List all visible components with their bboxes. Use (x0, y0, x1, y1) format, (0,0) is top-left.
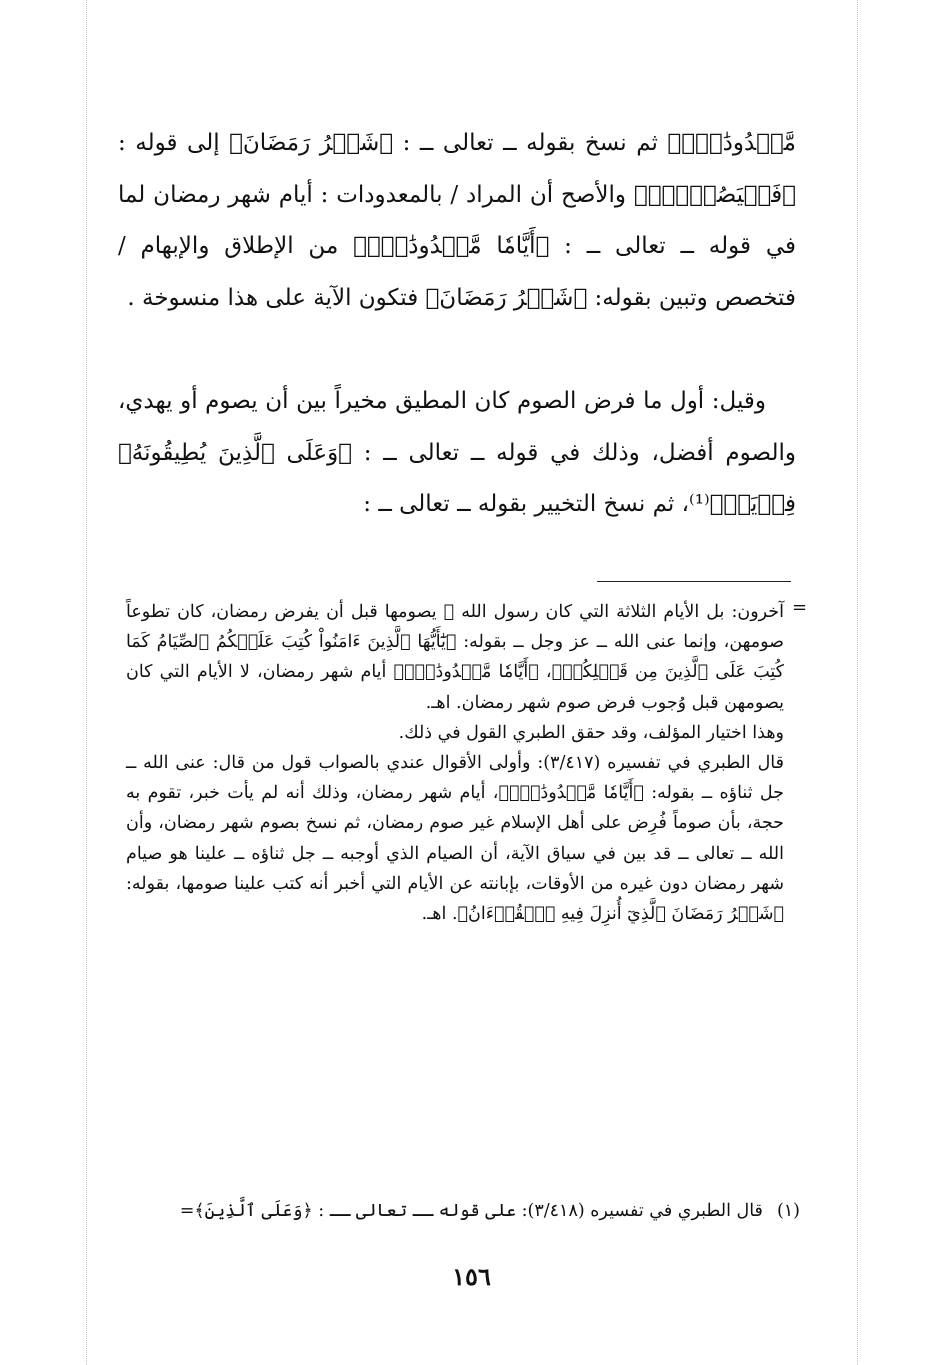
footnote-separator (597, 581, 791, 582)
page-number: ١٥٦ (452, 1262, 491, 1291)
footnote-block-1: آخرون: بل الأيام الثلاثة التي كان رسول الله ﷺ يصومها قبل أن يفرض رمضان، كان تطوعاً صومهن، وإنما عنى الله ــ عز وجل ــ بقوله: ﴿يَٰٓأَيُّهَا ٱلَّذِينَ ءَامَنُواْ كُتِبَ عَلَيۡكُمُ ٱلصِّيَامُ كَمَا كُتِبَ عَلَى ٱلَّذِينَ مِن قَبۡلِكُمۡ﴾، ﴿أَيَّامٗا مَّعۡدُودَٰتٖۚ﴾ أيام شهر رمضان، لا الأيام التي كان يصومهن قبل وُجوب فرض صوم شهر رمضان. اهـ. (126, 602, 784, 713)
footnote-1 (110, 1196, 800, 1226)
scan-margin-line-left (86, 0, 87, 1365)
main-text (118, 118, 796, 531)
footnote-block-2: وهذا اختيار المؤلف، وقد حقق الطبري القول في ذلك. (398, 722, 784, 743)
footnote-1-text: قال الطبري في تفسيره (٣/٤١٨): على قوله ــ تعالى ــ : ﴿وَعَلَى ٱلَّذِينَ﴾= (179, 1201, 763, 1221)
footnote-continuation-mark: = (792, 597, 808, 618)
footnotes (126, 597, 784, 929)
main-paragraph-1: مَّعۡدُودَٰتٍۚ﴾ ثم نسخ بقوله ــ تعالى ــ : ﴿شَهۡرُ رَمَضَانَ﴾ إلى قوله : ﴿فَلۡيَصُمۡهُۖ﴾ والأصح أن المراد / بالمعدودات : أيام شهر رمضان لما في قوله ــ تعالى ــ : ﴿أَيَّامٗا مَّعۡدُودَٰتٖۚ﴾ من الإطلاق والإبهام / فتخصص وتبين بقوله: ﴿شَهۡرُ رَمَضَانَ﴾ فتكون الآية على هذا منسوخة . (118, 130, 796, 311)
footnote-1-number: (١) (776, 1201, 800, 1221)
scan-margin-line-right (857, 0, 858, 1365)
main-paragraph-2: وقيل: أول ما فرض الصوم كان المطيق مخيراً بين أن يصوم أو يهدي، والصوم أفضل، وذلك في قوله ــ تعالى ــ : ﴿وَعَلَى ٱلَّذِينَ يُطِيقُونَهُۥ فِدۡيَةٞ﴾⁽¹⁾، ثم نسخ التخيير بقوله ــ تعالى ــ : (118, 388, 796, 517)
footnote-block-3: قال الطبري في تفسيره (٣/٤١٧): وأولى الأقوال عندي بالصواب قول من قال: عنى الله ــ جل ثناؤه ــ بقوله: ﴿أَيَّامٗا مَّعۡدُودَٰتٖۚ﴾، أيام شهر رمضان، وذلك أنه لم يأت خبر، تقوم به حجة، بأن صوماً فُرِض على أهل الإسلام غير صوم رمضان، ثم نسخ بصوم شهر رمضان، وأن الله ــ تعالى ــ قد بين في سياق الآية، أن الصيام الذي أوجبه ــ جل ثناؤه ــ علينا هو صيام شهر رمضان دون غيره من الأوقات، بإبانته عن الأيام التي أخبر أنه كتب علينا صومها، بقوله: ﴿شَهۡرُ رَمَضَانَ ٱلَّذِيٓ أُنزِلَ فِيهِ ٱلۡقُرۡءَانُ﴾. اهـ. (126, 753, 784, 925)
